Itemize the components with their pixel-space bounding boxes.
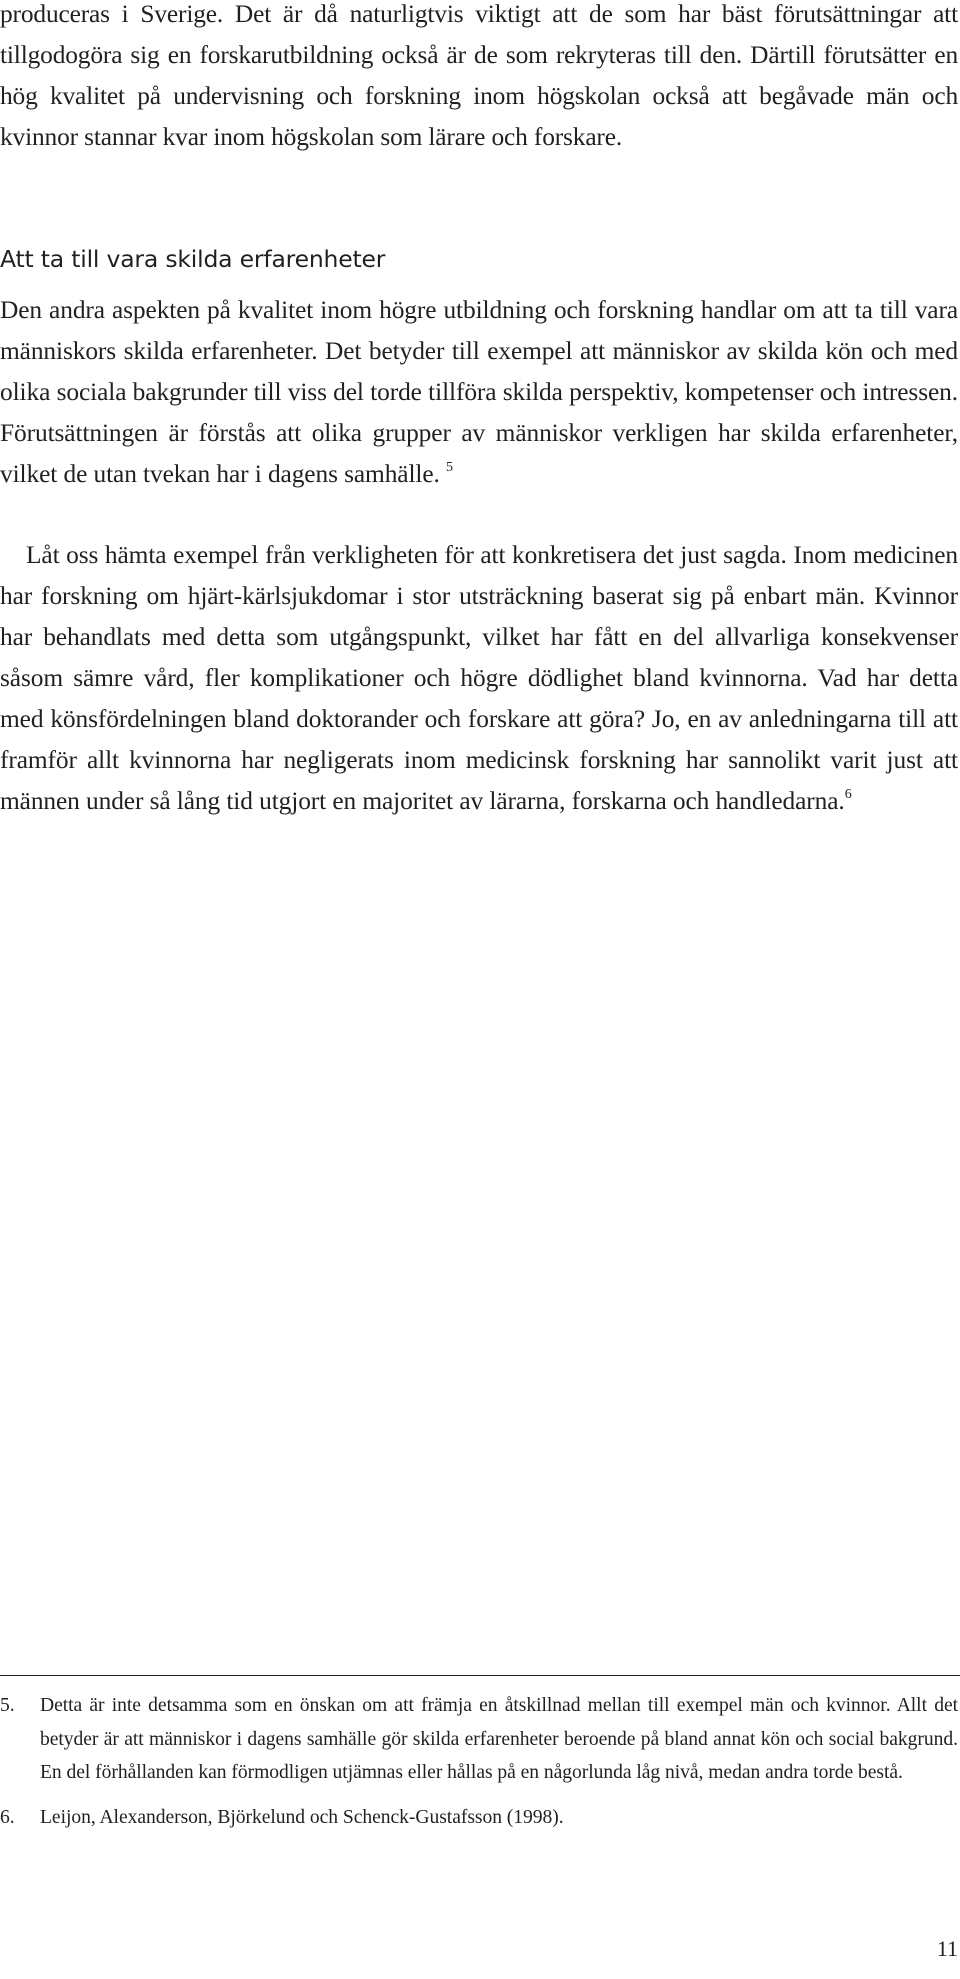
footnote-reference-5[interactable]: 5 bbox=[446, 459, 453, 475]
paragraph-3-text: Låt oss hämta exempel från verkligheten för att konkretisera det just sagda. Inom medicinen har forskning om hjärt-kärlsjukdomar i stor utsträckning baserat sig på enbart män. Kvinnor har behandlats med detta som utgångspunkt, vilket har fått en del allvarliga konsekvenser såsom sämre vård, fler komplikationer och högre dödlighet bland kvinnorna. Vad har detta med könsfördelningen bland doktorander och forskare att göra? Jo, en av anledningarna till att framför allt kvinnorna har negligerats inom medicinsk forskning har sannolikt varit just att männen under så lång tid utgjort en majoritet av lärarna, forskarna och handledarna. bbox=[0, 541, 958, 815]
paragraph-2 bbox=[0, 290, 958, 495]
footnote-number: 5. bbox=[0, 1695, 15, 1716]
footnote-text: Leijon, Alexanderson, Björkelund och Schenck-Gustafsson (1998). bbox=[40, 1806, 564, 1828]
footnote-5 bbox=[0, 1689, 958, 1790]
paragraph-continued bbox=[0, 0, 958, 158]
footnote-reference-6[interactable]: 6 bbox=[844, 786, 852, 802]
footnote-text: Detta är inte detsamma som en önskan om att främja en åtskillnad mellan till exempel män och kvinnor. Allt det betyder är att människor i dagens samhälle gör skilda erfarenheter beroende på bland annat kön och social bakgrund. En del förhållanden kan förmodligen utjämnas eller hållas på en någorlunda låg nivå, medan andra torde bestå. bbox=[40, 1695, 958, 1783]
footnote-number: 6. bbox=[0, 1806, 15, 1828]
footnote-6 bbox=[0, 1801, 958, 1835]
paragraph-2-text: Den andra aspekten på kvalitet inom högre utbildning och forskning handlar om att ta till vara människors skilda erfarenheter. Det betyder till exempel att människor av skilda kön och med olika sociala bakgrunder till viss del torde tillföra skilda perspektiv, kompetenser och intressen. Förutsättningen är förstås att olika grupper av människor verkligen har skilda erfarenheter, vilket de utan tvekan har i dagens samhälle. bbox=[0, 296, 958, 488]
footnotes bbox=[0, 1689, 958, 1845]
page-number: 11 bbox=[936, 1936, 958, 1961]
paragraph-1-text: produceras i Sverige. Det är då naturligtvis viktigt att de som har bäst förutsättningar att tillgodogöra sig en forskarutbildning också är de som rekryteras till den. Därtill förutsätter en hög kvalitet på undervisning och forskning inom högskolan också att begåvade män och kvinnor stannar kvar inom högskolan som lärare och forskare. bbox=[0, 0, 958, 151]
footnote-divider bbox=[0, 1675, 960, 1676]
paragraph-3 bbox=[0, 535, 958, 822]
section-heading: Att ta till vara skilda erfarenheter bbox=[0, 245, 386, 273]
